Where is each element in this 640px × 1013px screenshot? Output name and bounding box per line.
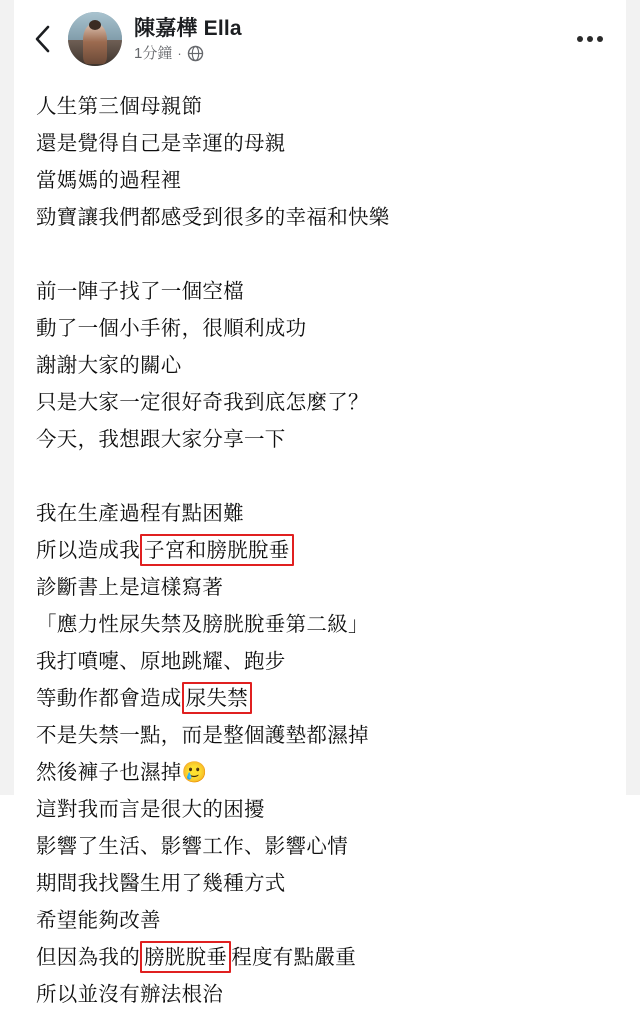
globe-icon[interactable] xyxy=(187,45,204,62)
post-text-segment: 動了一個小手術，很順利成功 xyxy=(36,316,307,340)
post-text-segment: 人生第三個母親節 xyxy=(36,94,203,118)
post-line xyxy=(36,273,604,310)
post-line xyxy=(36,791,604,828)
post-line xyxy=(36,310,604,347)
post-paragraph xyxy=(36,88,604,236)
post-line xyxy=(36,828,604,865)
post-text-segment: 「應力性尿失禁及膀胱脫垂第二級」 xyxy=(36,612,369,636)
highlighted-term: 尿失禁 xyxy=(182,682,252,714)
post-line xyxy=(36,532,604,569)
post-timestamp[interactable]: 1分鐘 xyxy=(134,44,173,62)
post-text-segment: 還是覺得自己是幸運的母親 xyxy=(36,131,286,155)
post-line xyxy=(36,717,604,754)
post-text-segment: 勁寶讓我們都感受到很多的幸福和快樂 xyxy=(36,205,390,229)
right-edge-rail xyxy=(626,0,640,795)
more-options-button[interactable] xyxy=(568,17,612,61)
post-line xyxy=(36,162,604,199)
more-options-icon-dot-3 xyxy=(597,36,603,42)
post-text-segment: 只是大家一定很好奇我到底怎麼了？ xyxy=(36,390,369,414)
post-line xyxy=(36,865,604,902)
post-line xyxy=(36,347,604,384)
post-meta xyxy=(134,45,568,63)
post-text-segment: 希望能夠改善 xyxy=(36,908,161,932)
post-paragraph xyxy=(36,273,604,458)
post-view xyxy=(14,0,626,1006)
post-text-segment: 然後褲子也濕掉🥲 xyxy=(36,760,208,784)
post-header xyxy=(14,0,626,78)
post-text-segment: 當媽媽的過程裡 xyxy=(36,168,182,192)
post-line xyxy=(36,125,604,162)
post-text-segment: 今天，我想跟大家分享一下 xyxy=(36,427,286,451)
post-paragraph xyxy=(36,495,604,1013)
back-button[interactable] xyxy=(24,17,62,61)
post-line xyxy=(36,606,604,643)
post-text xyxy=(14,78,626,1013)
paragraph-spacer xyxy=(36,458,604,495)
post-line xyxy=(36,199,604,236)
chevron-left-icon xyxy=(32,24,54,54)
highlighted-term: 子宮和膀胱脫垂 xyxy=(140,534,294,566)
post-text-segment: 影響了生活、影響工作、影響心情 xyxy=(36,834,348,858)
meta-separator: · xyxy=(177,45,182,61)
post-text-segment: 等動作都會造成 xyxy=(36,686,182,710)
post-line xyxy=(36,384,604,421)
paragraph-spacer xyxy=(36,236,604,273)
more-options-icon-dot-1 xyxy=(577,36,583,42)
post-text-segment: 謝謝大家的關心 xyxy=(36,353,182,377)
post-text-segment: 診斷書上是這樣寫著 xyxy=(36,575,224,599)
post-line xyxy=(36,569,604,606)
post-text-segment: 期間我找醫生用了幾種方式 xyxy=(36,871,286,895)
post-line xyxy=(36,902,604,939)
post-text-segment: 程度有點嚴重 xyxy=(231,945,357,969)
author-block xyxy=(134,16,568,63)
post-line xyxy=(36,88,604,125)
post-text-segment: 所以並沒有辦法根治 xyxy=(36,982,224,1006)
post-text-segment: 我打噴嚏、原地跳耀、跑步 xyxy=(36,649,286,673)
post-line xyxy=(36,495,604,532)
post-text-segment: 這對我而言是很大的困擾 xyxy=(36,797,265,821)
post-line xyxy=(36,643,604,680)
post-line xyxy=(36,939,604,976)
avatar[interactable] xyxy=(68,12,122,66)
post-line xyxy=(36,976,604,1013)
profile-name[interactable]: 陳嘉樺 Ella xyxy=(134,16,242,40)
post-text-segment: 我在生產過程有點困難 xyxy=(36,501,244,525)
highlighted-term: 膀胱脫垂 xyxy=(140,941,231,973)
post-line xyxy=(36,680,604,717)
post-text-segment: 所以造成我 xyxy=(36,538,140,562)
post-text-segment: 不是失禁一點，而是整個護墊都濕掉 xyxy=(36,723,369,747)
post-line xyxy=(36,754,604,791)
left-edge-rail xyxy=(0,0,14,795)
post-text-segment: 但因為我的 xyxy=(36,945,140,969)
post-line xyxy=(36,421,604,458)
post-text-segment: 前一陣子找了一個空檔 xyxy=(36,279,244,303)
more-options-icon-dot-2 xyxy=(587,36,593,42)
